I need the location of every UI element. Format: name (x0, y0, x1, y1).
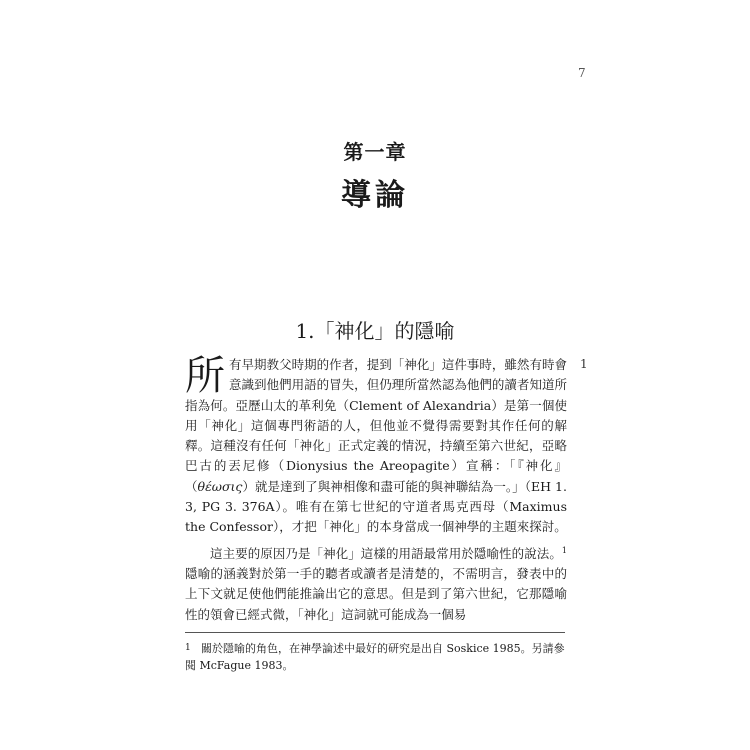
footnote (185, 640, 567, 674)
paragraph-2-text-a: 這主要的原因乃是「神化」這樣的用語最常用於隱喻性的說法。 (210, 545, 562, 561)
body-text (185, 355, 567, 625)
chapter-title: 導論 (341, 178, 409, 213)
paragraph-1 (185, 355, 567, 538)
footnote-text: 關於隱喻的角色，在神學論述中最好的研究是出自 Soskice 1985。另請參閱 McFague 1983。 (185, 642, 565, 672)
footnote-mark: 1 (185, 643, 191, 653)
paragraph-1-text-b: ）就是達到了與神相像和盡可能的與神聯結為一。」（EH 1. 3, PG 3. 376A）。唯有在第七世紀的守道者馬克西母（Maximus the Confessor），才把「神化」的本身當成一個神學的主題來探討。 (185, 478, 567, 535)
margin-mark: 1 (580, 357, 588, 371)
greek-term: θέωσις (197, 478, 243, 494)
footnote-reference[interactable]: 1 (561, 545, 567, 555)
paragraph-2-text-b: 隱喻的涵義對於第一手的聽者或讀者是清楚的，不需明言，發表中的上下文就足使他們能推論出它的意思。但是到了第六世紀，它那隱喻性的領會已經式微，「神化」這詞就可能成為一個易 (185, 565, 567, 622)
paragraph-1-text-a: 有早期教父時期的作者，提到「神化」這件事時，雖然有時會意識到他們用語的冒失，但仍理所當然認為他們的讀者知道所指為何。亞歷山太的革利免（Clement of Alexandria）是第一個使用「神化」這個專門術語的人，但他並不覺得需要對其作任何的解釋。這種沒有任何「神化」正式定義的情況，持續至第六世紀，亞略巴古的丟尼修（Dionysius the Areopagite）宣稱：「『神化』（ (185, 357, 567, 494)
section-title: 1.「神化」的隱喻 (295, 319, 455, 343)
chapter-label: 第一章 (343, 140, 407, 164)
paragraph-2 (185, 544, 567, 625)
page-number: 7 (578, 66, 586, 80)
footnote-divider (185, 632, 565, 633)
drop-cap: 所 (185, 353, 225, 399)
